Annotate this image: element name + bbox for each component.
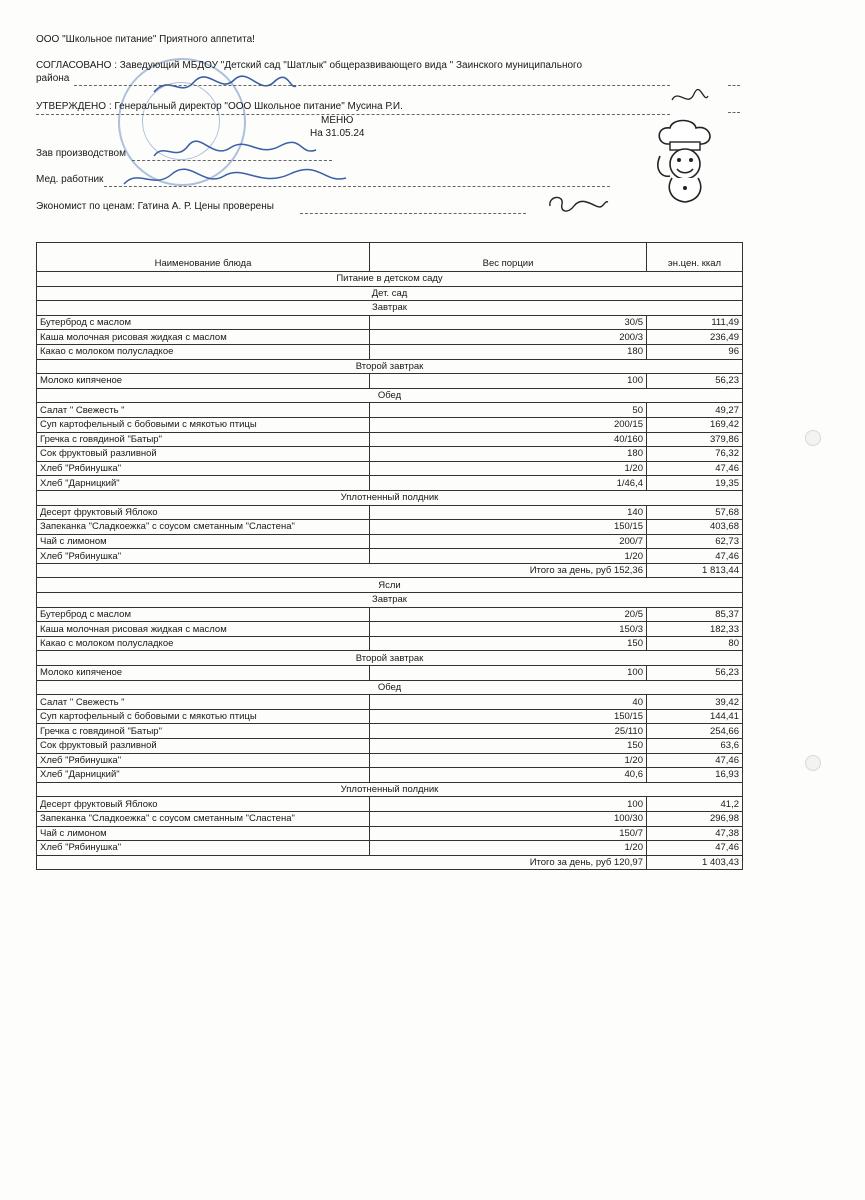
table-row xyxy=(37,709,743,724)
energy-value: 47,46 xyxy=(647,461,743,476)
economist-line: Экономист по ценам: Гатина А. Р. Цены проверены xyxy=(36,201,274,212)
dish-name: Хлеб "Рябинушка" xyxy=(37,549,370,564)
energy-value: 41,2 xyxy=(647,797,743,812)
energy-value: 16,93 xyxy=(647,768,743,783)
portion-weight: 180 xyxy=(370,344,647,359)
portion-weight: 40/160 xyxy=(370,432,647,447)
signature-director xyxy=(668,86,712,110)
dish-name: Хлеб "Рябинушка" xyxy=(37,753,370,768)
section-row xyxy=(37,301,743,316)
table-row xyxy=(37,826,743,841)
portion-weight: 1/20 xyxy=(370,461,647,476)
table-row xyxy=(37,739,743,754)
portion-weight: 150/15 xyxy=(370,709,647,724)
section-row xyxy=(37,782,743,797)
section-row xyxy=(37,359,743,374)
table-row xyxy=(37,622,743,637)
table-row xyxy=(37,447,743,462)
dish-name: Суп картофельный с бобовыми с мякотью птицы xyxy=(37,709,370,724)
dish-name: Какао с молоком полусладкое xyxy=(37,636,370,651)
dish-name: Каша молочная рисовая жидкая с маслом xyxy=(37,622,370,637)
table-row xyxy=(37,505,743,520)
table-row xyxy=(37,330,743,345)
section-row xyxy=(37,578,743,593)
portion-weight: 100 xyxy=(370,374,647,389)
table-row xyxy=(37,461,743,476)
section-title: Обед xyxy=(37,680,743,695)
dish-name: Чай с лимоном xyxy=(37,826,370,841)
punch-hole xyxy=(805,430,821,446)
economist-signature-line xyxy=(300,213,526,214)
section-row xyxy=(37,388,743,403)
energy-value: 144,41 xyxy=(647,709,743,724)
total-kcal: 1 403,43 xyxy=(647,855,743,870)
dish-name: Чай с лимоном xyxy=(37,534,370,549)
energy-value: 39,42 xyxy=(647,695,743,710)
table-row xyxy=(37,811,743,826)
portion-weight: 100 xyxy=(370,666,647,681)
dish-name: Хлеб "Дарницкий" xyxy=(37,476,370,491)
section-row xyxy=(37,272,743,287)
table-row xyxy=(37,403,743,418)
table-row xyxy=(37,607,743,622)
dish-name: Салат " Свежесть " xyxy=(37,695,370,710)
section-row xyxy=(37,593,743,608)
dish-name: Запеканка "Сладкоежка" с соусом сметанным "Сластена" xyxy=(37,811,370,826)
energy-value: 47,46 xyxy=(647,753,743,768)
energy-value: 80 xyxy=(647,636,743,651)
portion-weight: 180 xyxy=(370,447,647,462)
table-row xyxy=(37,315,743,330)
table-row xyxy=(37,344,743,359)
energy-value: 57,68 xyxy=(647,505,743,520)
energy-value: 403,68 xyxy=(647,520,743,535)
agreed-line-2: района xyxy=(36,73,70,84)
portion-weight: 100 xyxy=(370,797,647,812)
dish-name: Салат " Свежесть " xyxy=(37,403,370,418)
column-header-weight: Вес порции xyxy=(370,243,647,272)
table-row xyxy=(37,768,743,783)
energy-value: 63,6 xyxy=(647,739,743,754)
portion-weight: 1/20 xyxy=(370,549,647,564)
portion-weight: 100/30 xyxy=(370,811,647,826)
section-title: Завтрак xyxy=(37,593,743,608)
total-row xyxy=(37,855,743,870)
portion-weight: 200/15 xyxy=(370,417,647,432)
section-title: Дет. сад xyxy=(37,286,743,301)
portion-weight: 150/15 xyxy=(370,520,647,535)
dish-name: Молоко кипяченое xyxy=(37,374,370,389)
dish-name: Молоко кипяченое xyxy=(37,666,370,681)
total-spacer xyxy=(37,563,370,578)
energy-value: 111,49 xyxy=(647,315,743,330)
energy-value: 56,23 xyxy=(647,666,743,681)
table-row xyxy=(37,753,743,768)
portion-weight: 1/46,4 xyxy=(370,476,647,491)
table-row xyxy=(37,666,743,681)
column-header-dish: Наименование блюда xyxy=(37,243,370,272)
total-spacer xyxy=(37,855,370,870)
dish-name: Бутерброд с маслом xyxy=(37,315,370,330)
table-row xyxy=(37,417,743,432)
dish-name: Суп картофельный с бобовыми с мякотью птицы xyxy=(37,417,370,432)
medical-worker-label: Мед. работник xyxy=(36,174,104,185)
signature-economist xyxy=(544,192,612,218)
total-row xyxy=(37,563,743,578)
dish-name: Хлеб "Дарницкий" xyxy=(37,768,370,783)
portion-weight: 1/20 xyxy=(370,841,647,856)
energy-value: 62,73 xyxy=(647,534,743,549)
portion-weight: 200/7 xyxy=(370,534,647,549)
section-row xyxy=(37,680,743,695)
portion-weight: 150/3 xyxy=(370,622,647,637)
energy-value: 47,46 xyxy=(647,549,743,564)
portion-weight: 1/20 xyxy=(370,753,647,768)
medical-signature-line xyxy=(104,186,610,187)
table-row xyxy=(37,724,743,739)
total-label: Итого за день, руб 152,36 xyxy=(370,563,647,578)
table-row xyxy=(37,695,743,710)
portion-weight: 40 xyxy=(370,695,647,710)
table-row xyxy=(37,520,743,535)
dish-name: Бутерброд с маслом xyxy=(37,607,370,622)
punch-hole xyxy=(805,755,821,771)
energy-value: 296,98 xyxy=(647,811,743,826)
table-row xyxy=(37,549,743,564)
section-row xyxy=(37,651,743,666)
energy-value: 19,35 xyxy=(647,476,743,491)
table-row xyxy=(37,432,743,447)
table-row xyxy=(37,797,743,812)
table-row xyxy=(37,534,743,549)
portion-weight: 200/3 xyxy=(370,330,647,345)
column-header-kcal: эн.цен. ккал xyxy=(647,243,743,272)
dash xyxy=(728,112,740,113)
dish-name: Десерт фруктовый Яблоко xyxy=(37,797,370,812)
energy-value: 49,27 xyxy=(647,403,743,418)
dish-name: Сок фруктовый разливной xyxy=(37,739,370,754)
production-head-label: Зав производством xyxy=(36,148,126,159)
energy-value: 47,46 xyxy=(647,841,743,856)
dish-name: Хлеб "Рябинушка" xyxy=(37,841,370,856)
production-signature-line xyxy=(132,160,332,161)
dish-name: Хлеб "Рябинушка" xyxy=(37,461,370,476)
section-title: Обед xyxy=(37,388,743,403)
dish-name: Сок фруктовый разливной xyxy=(37,447,370,462)
energy-value: 254,66 xyxy=(647,724,743,739)
energy-value: 169,42 xyxy=(647,417,743,432)
section-title: Завтрак xyxy=(37,301,743,316)
menu-title: МЕНЮ xyxy=(321,115,354,126)
approved-line: УТВЕРЖДЕНО : Генеральный директор "ООО Школьное питание" Мусина Р.И. xyxy=(36,101,403,112)
section-row xyxy=(37,286,743,301)
portion-weight: 150/7 xyxy=(370,826,647,841)
total-label: Итого за день, руб 120,97 xyxy=(370,855,647,870)
energy-value: 76,32 xyxy=(647,447,743,462)
portion-weight: 150 xyxy=(370,739,647,754)
dish-name: Гречка с говядиной "Батыр" xyxy=(37,432,370,447)
portion-weight: 140 xyxy=(370,505,647,520)
dish-name: Каша молочная рисовая жидкая с маслом xyxy=(37,330,370,345)
agreed-signature-line xyxy=(74,85,670,86)
energy-value: 182,33 xyxy=(647,622,743,637)
signature-medical xyxy=(120,166,350,192)
signature-agreed xyxy=(150,72,300,100)
org-name: ООО "Школьное питание" Приятного аппетита! xyxy=(36,34,255,45)
section-row xyxy=(37,490,743,505)
table-header-row xyxy=(37,243,743,272)
section-title: Второй завтрак xyxy=(37,359,743,374)
chef-icon xyxy=(650,118,722,204)
energy-value: 96 xyxy=(647,344,743,359)
dish-name: Какао с молоком полусладкое xyxy=(37,344,370,359)
portion-weight: 25/110 xyxy=(370,724,647,739)
energy-value: 47,38 xyxy=(647,826,743,841)
dish-name: Запеканка "Сладкоежка" с соусом сметанным "Сластена" xyxy=(37,520,370,535)
dish-name: Десерт фруктовый Яблоко xyxy=(37,505,370,520)
section-title: Питание в детском саду xyxy=(37,272,743,287)
dash xyxy=(728,85,740,86)
section-title: Второй завтрак xyxy=(37,651,743,666)
energy-value: 85,37 xyxy=(647,607,743,622)
table-row xyxy=(37,636,743,651)
energy-value: 379,86 xyxy=(647,432,743,447)
dish-name: Гречка с говядиной "Батыр" xyxy=(37,724,370,739)
menu-table-body xyxy=(37,272,743,870)
agreed-line: СОГЛАСОВАНО : Заведующий МБДОУ "Детский сад "Шатлык" общеразвивающего вида " Заинского муниципального xyxy=(36,60,583,71)
menu-table xyxy=(36,242,743,870)
table-row xyxy=(37,476,743,491)
portion-weight: 150 xyxy=(370,636,647,651)
energy-value: 236,49 xyxy=(647,330,743,345)
table-row xyxy=(37,374,743,389)
section-title: Ясли xyxy=(37,578,743,593)
portion-weight: 30/5 xyxy=(370,315,647,330)
total-kcal: 1 813,44 xyxy=(647,563,743,578)
menu-date: На 31.05.24 xyxy=(310,128,365,139)
table-row xyxy=(37,841,743,856)
section-title: Уплотненный полдник xyxy=(37,490,743,505)
portion-weight: 20/5 xyxy=(370,607,647,622)
energy-value: 56,23 xyxy=(647,374,743,389)
section-title: Уплотненный полдник xyxy=(37,782,743,797)
portion-weight: 40,6 xyxy=(370,768,647,783)
portion-weight: 50 xyxy=(370,403,647,418)
